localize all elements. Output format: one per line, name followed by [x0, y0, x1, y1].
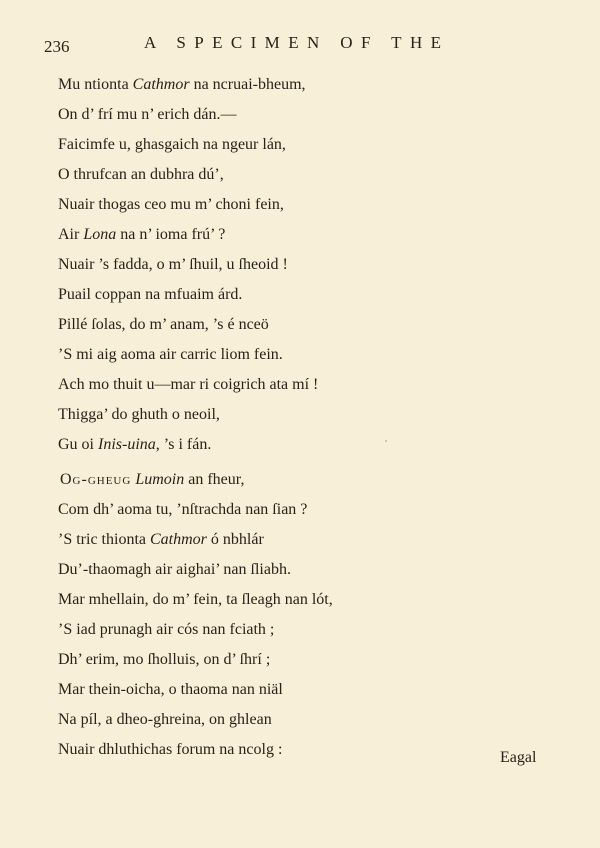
verse-line: Faicimfe u, ghasgaich na ngeur lán,	[58, 136, 286, 153]
verse-line: On d’ frí mu n’ erich dán.—	[58, 106, 237, 123]
verse-line: O thrufcan an dubhra dú’,	[58, 166, 224, 183]
verse-line: Puail coppan na mfuaim árd.	[58, 286, 243, 303]
page-header	[44, 33, 564, 57]
verse-line: Nuair dhluthichas forum na ncolg :	[58, 741, 283, 758]
verse-line: Og-gheug Lumoin an fheur,	[60, 471, 245, 488]
stanza-1	[58, 70, 318, 460]
catchword: Eagal	[500, 749, 537, 766]
verse-line: Na píl, a dheo-ghreina, on ghlean	[58, 711, 272, 728]
verse-line: Pillé ſolas, do m’ anam, ’s é nceö	[58, 316, 269, 333]
stanza-2	[58, 465, 333, 765]
verse-line: ’S mi aig aoma air carric liom fein.	[58, 346, 283, 363]
verse-line: Dh’ erim, mo ſholluis, on d’ ſhrí ;	[58, 651, 271, 668]
verse-line: ’S tric thionta Cathmor ó nbhlár	[58, 531, 264, 548]
running-title: A SPECIMEN OF THE	[144, 33, 450, 52]
verse-line: Nuair thogas ceo mu m’ choni fein,	[58, 196, 284, 213]
verse-line: Ach mo thuit u—mar ri coigrich ata mí !	[58, 376, 319, 393]
page-number: 236	[44, 37, 70, 56]
verse-line: Nuair ’s fadda, o m’ ſhuil, u ſheoid !	[58, 256, 288, 273]
verse-line: Mu ntionta Cathmor na ncruai-bheum,	[58, 76, 306, 93]
verse-line: Thigga’ do ghuth o neoil,	[58, 406, 220, 423]
verse-line: Du’-thaomagh air aighai’ nan ſliabh.	[58, 561, 291, 578]
verse-line: ’S iad prunagh air cós nan fciath ;	[58, 621, 275, 638]
verse-line: Mar thein-oicha, o thaoma nan niäl	[58, 681, 283, 698]
paper-speck	[385, 440, 387, 442]
verse-line: Com dh’ aoma tu, ’nſtrachda nan ſian ?	[58, 501, 308, 518]
verse-line: Mar mhellain, do m’ fein, ta ſleagh nan lót,	[58, 591, 333, 608]
verse-line: Air Lona na n’ ioma frú’ ?	[58, 226, 226, 243]
verse-line: Gu oi Inis-uina, ’s i fán.	[58, 436, 212, 453]
